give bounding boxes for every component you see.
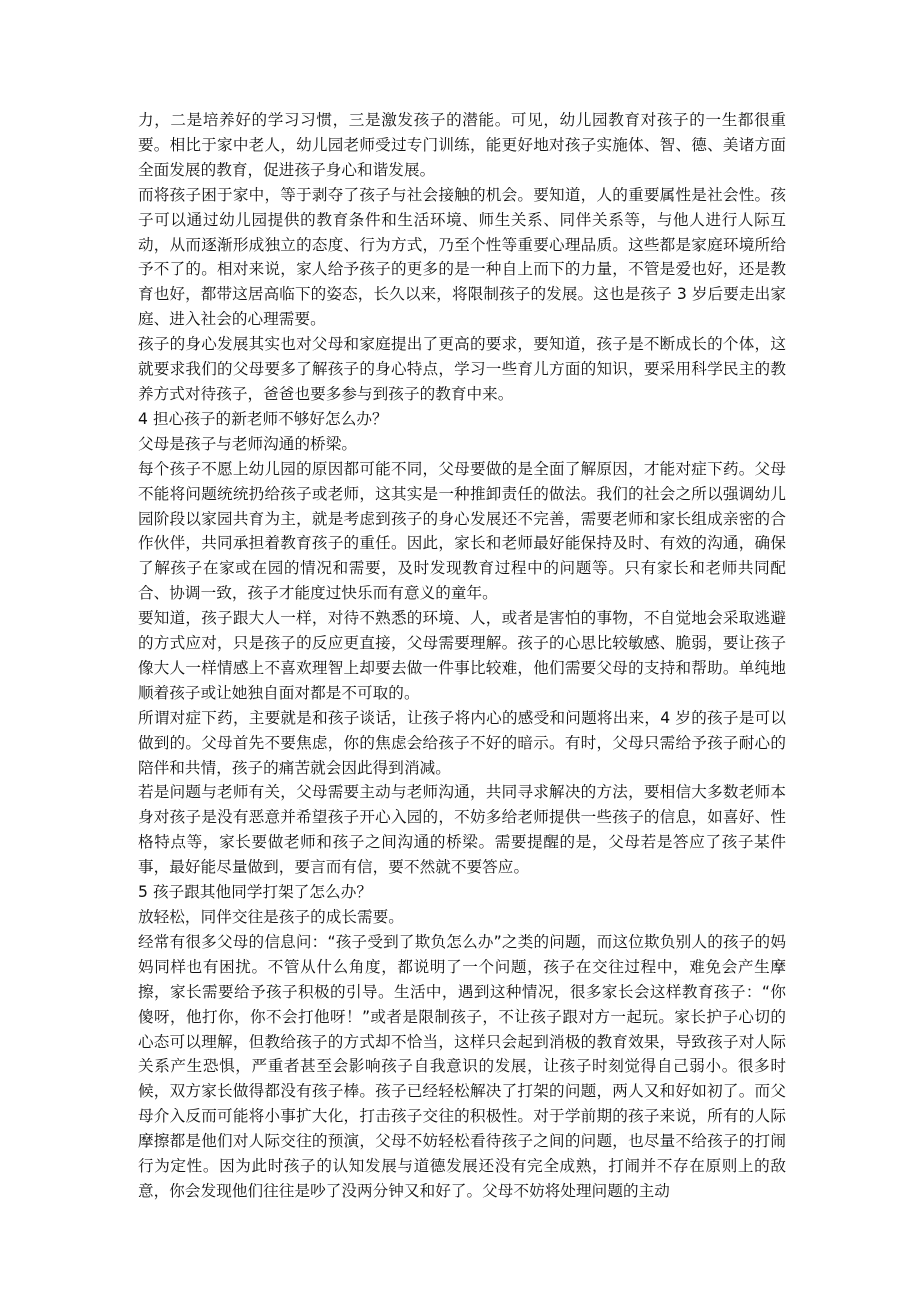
paragraph-education-benefits: 力，二是培养好的学习习惯，三是激发孩子的潜能。可见，幼儿园教育对孩子的一生都很重要。相比于家中老人，幼儿园老师受过专门训练，能更好地对孩子实施体、智、德、美诸方面全面发展的教育，促进孩子身心和谐发展。 [138,111,786,179]
paragraph-home-school-cooperation: 每个孩子不愿上幼儿园的原因都可能不同，父母要做的是全面了解原因，才能对症下药。父母不能将问题统统扔给孩子或老师，这其实是一种推卸责任的做法。我们的社会之所以强调幼儿园阶段以家园共育为主，就是考虑到孩子的身心发展还不完善，需要老师和家长组成亲密的合作伙伴，共同承担着教育孩子的重任。因此，家长和老师最好能保持及时、有效的沟通，确保了解孩子在家或在园的情况和需要，及时发现教育过程中的问题等。只有家长和老师共同配合、协调一致，孩子才能度过快乐而有意义的童年。 [138,459,786,603]
paragraph-peer-conflict: 经常有很多父母的信息问：“孩子受到了欺负怎么办”之类的问题，而这位欺负别人的孩子的妈妈同样也有困扰。不管从什么角度，都说明了一个问题，孩子在交往过程中，难免会产生摩擦，家长需要给予孩子积极的引导。生活中，遇到这种情况，很多家长会这样教育孩子：“你傻呀，他打你，你不会打他呀！”或者是限制孩子，不让孩子跟对方一起玩。家长护子心切的心态可以理解，但教给孩子的方式却不恰当，这样只会起到消极的教育效果，导致孩子对人际关系产生恐惧，严重者甚至会影响孩子自我意识的发展，让孩子时刻觉得自己弱小。很多时候，双方家长做得都没有孩子棒。孩子已经轻松解决了打架的问题，两人又和好如初了。而父母介入反而可能将小事扩大化，打击孩子交往的积极性。对于学前期的孩子来说，所有的人际摩擦都是他们对人际交往的预演，父母不妨轻松看待孩子之间的问题，也尽量不给孩子的打闹行为定性。因为此时孩子的认知发展与道德发展还没有完全成熟，打闹并不存在原则上的敌意，你会发现他们往往是吵了没两分钟又和好了。父母不妨将处理问题的主动 [138,932,786,1200]
paragraph-communicate-teacher: 若是问题与老师有关，父母需要主动与老师沟通，共同寻求解决的方法，要相信大多数老师本身对孩子是没有恶意并希望孩子开心入园的，不妨多给老师提供一些孩子的信息，如喜好、性格特点等，家长要做老师和孩子之间沟通的桥梁。需要提醒的是，父母若是答应了孩子某件事，最好能尽量做到，要言而有信，要不然就不要答应。 [138,783,786,877]
paragraph-social-nature: 而将孩子困于家中，等于剥夺了孩子与社会接触的机会。要知道，人的重要属性是社会性。孩子可以通过幼儿园提供的教育条件和生活环境、师生关系、同伴关系等，与他人进行人际互动，从而逐渐形成独立的态度、行为方式，乃至个性等重要心理品质。这些都是家庭环境所给予不了的。相对来说，家人给予孩子的更多的是一种自上而下的力量，不管是爱也好，还是教育也好，都带这居高临下的姿态，长久以来，将限制孩子的发展。这也是孩子 3 岁后要走出家庭、进入社会的心理需要。 [138,185,786,329]
paragraph-parent-requirements: 孩子的身心发展其实也对父母和家庭提出了更高的要求，要知道，孩子是不断成长的个体，这就要求我们的父母要多了解孩子的身心特点，学习一些育儿方面的知识，要采用科学民主的教养方式对待孩子，爸爸也要多参与到孩子的教育中来。 [138,335,786,403]
paragraph-child-avoidance: 要知道，孩子跟大人一样，对待不熟悉的环境、人，或者是害怕的事物，不自觉地会采取逃避的方式应对，只是孩子的反应更直接，父母需要理解。孩子的心思比较敏感、脆弱，要让孩子像大人一样情感上不喜欢理智上却要去做一件事比较难，他们需要父母的支持和帮助。单纯地顺着孩子或让她独自面对都是不可取的。 [138,609,786,702]
section-heading-4: 4 担心孩子的新老师不够好怎么办？ [138,409,388,428]
paragraph-talk-with-child: 所谓对症下药，主要就是和孩子谈话，让孩子将内心的感受和问题将出来，4 岁的孩子是可以做到的。父母首先不要焦虑，你的焦虑会给孩子不好的暗示。有时，父母只需给予孩子耐心的陪伴和共情，孩子的痛苦就会因此得到消减。 [138,708,786,777]
section-subheading-5: 放轻松，同伴交往是孩子的成长需要。 [138,908,404,926]
section-heading-5: 5 孩子跟其他同学打架了怎么办？ [138,883,372,902]
document-body [138,108,786,1204]
section-subheading-4: 父母是孩子与老师沟通的桥梁。 [138,434,358,453]
